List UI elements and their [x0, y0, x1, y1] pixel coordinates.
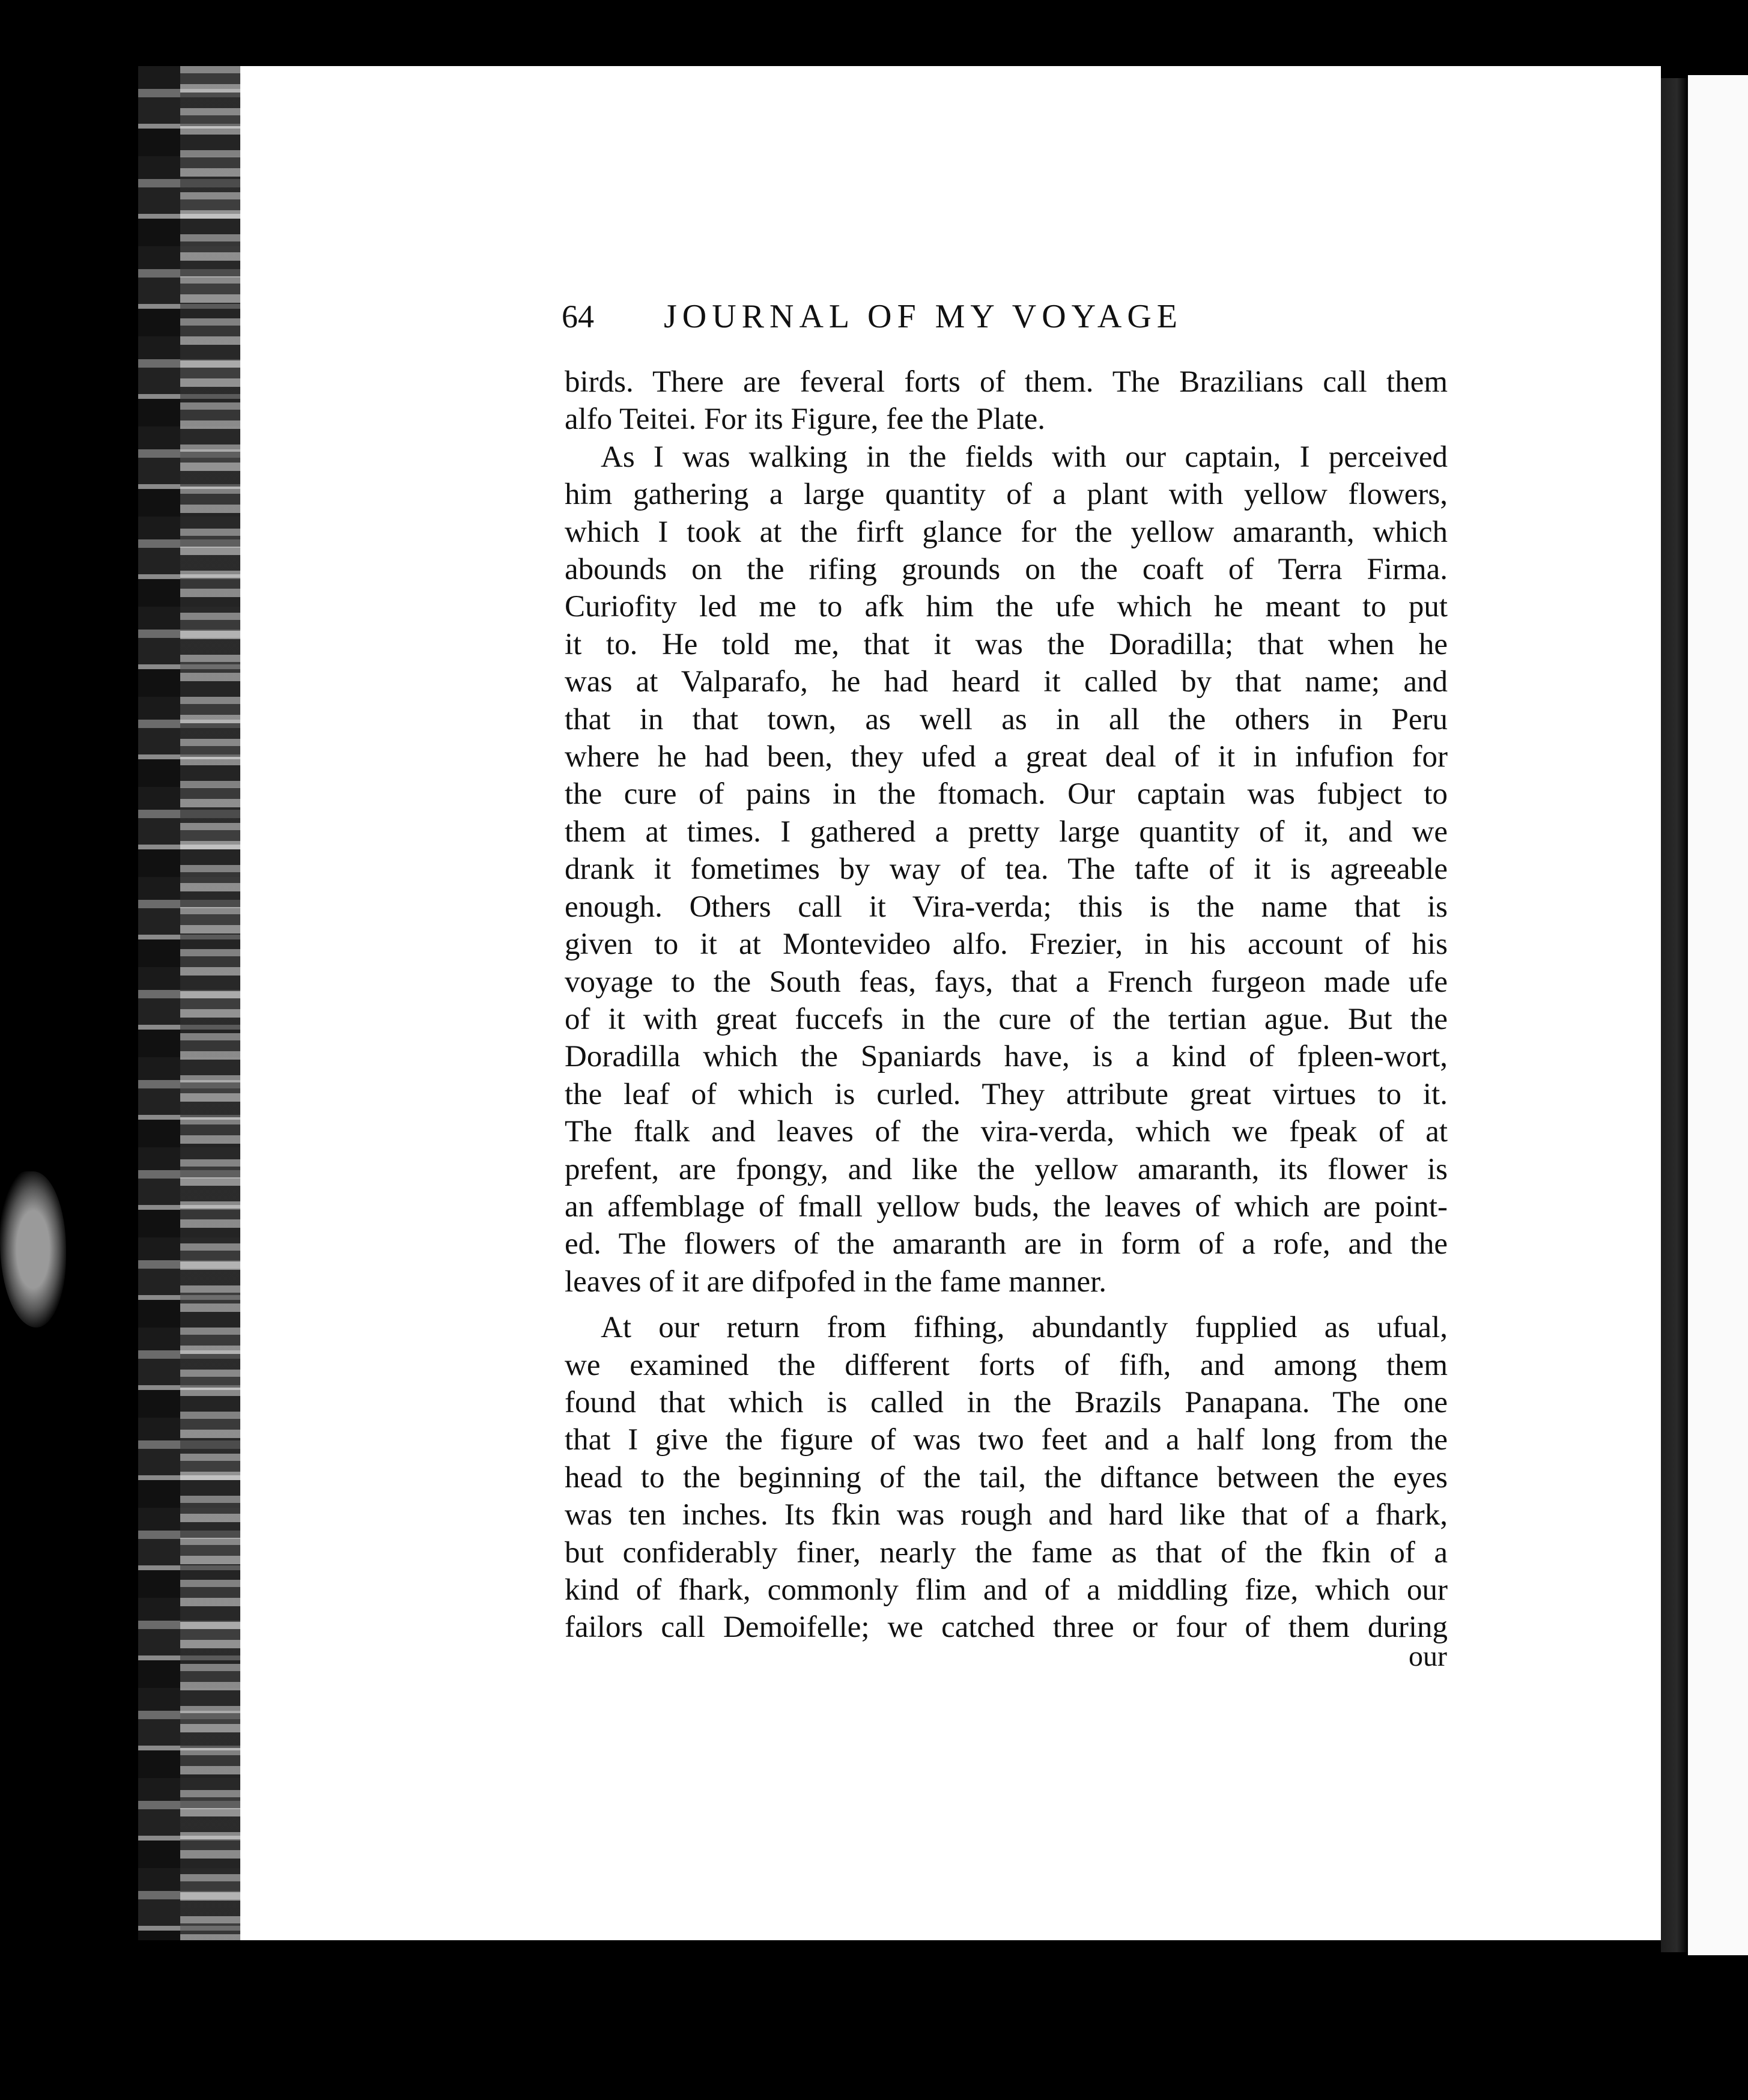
- text-line: the cure of pains in the ftomach. Our captain was fubject to: [565, 777, 1448, 812]
- catchword: our: [1409, 1640, 1447, 1672]
- page-number: 64: [562, 299, 594, 335]
- text-line: given to it at Montevideo alfo. Frezier, in his account of his: [565, 927, 1448, 962]
- text-line: The ftalk and leaves of the vira-verda, which we fpeak of at: [565, 1115, 1448, 1149]
- text-line: drank it fometimes by way of tea. The tafte of it is agreeable: [565, 852, 1448, 887]
- page-edge-shadow: [1661, 78, 1688, 1952]
- text-line: was ten inches. Its fkin was rough and hard like that of a fhark,: [565, 1498, 1448, 1532]
- text-line: was at Valparafo, he had heard it called by that name; and: [565, 665, 1448, 699]
- text-line: alfo Teitei. For its Figure, fee the Plate.: [565, 402, 1045, 437]
- text-line: him gathering a large quantity of a plant with yellow flowers,: [565, 478, 1448, 512]
- text-line: it to. He told me, that it was the Doradilla; that when he: [565, 627, 1448, 661]
- text-line: but confiderably finer, nearly the fame as that of the fkin of a: [565, 1535, 1448, 1570]
- page-header: [562, 297, 1306, 339]
- text-line: that I give the figure of was two feet and a half long from the: [565, 1423, 1448, 1457]
- text-line: that in that town, as well as in all the others in Peru: [565, 702, 1448, 736]
- running-title: JOURNAL OF MY VOYAGE: [664, 298, 1183, 335]
- text-line: enough. Others call it Vira-verda; this is the name that is: [565, 890, 1448, 924]
- text-line: the leaf of which is curled. They attribute great virtues to it.: [565, 1077, 1448, 1111]
- text-line: of it with great fuccefs in the cure of the tertian ague. But the: [565, 1002, 1448, 1036]
- text-line: Curiofity led me to afk him the ufe which he meant to put: [565, 590, 1448, 624]
- text-line: abounds on the rifing grounds on the coaft of Terra Firma.: [565, 553, 1448, 587]
- text-line: failors call Demoifelle; we catched three or four of them during: [565, 1610, 1448, 1645]
- text-line: them at times. I gathered a pretty large quantity of it, and we: [565, 815, 1448, 849]
- adjacent-page-edge: [1688, 75, 1748, 1955]
- text-line: kind of fhark, commonly flim and of a middling fize, which our: [565, 1573, 1448, 1607]
- body-text: [565, 363, 1448, 1646]
- text-line: which I took at the firft glance for the yellow amaranth, which: [565, 515, 1448, 549]
- text-line: ed. The flowers of the amaranth are in form of a rofe, and the: [565, 1227, 1448, 1261]
- text-line: At our return from fifhing, abundantly fupplied as ufual,: [601, 1311, 1448, 1345]
- text-line: As I was walking in the fields with our captain, I perceived: [601, 440, 1448, 474]
- text-line: prefent, are fpongy, and like the yellow amaranth, its flower is: [565, 1152, 1448, 1186]
- text-line: we examined the different forts of fifh, and among them: [565, 1348, 1448, 1382]
- scan-stain: [0, 1171, 66, 1328]
- text-line: head to the beginning of the tail, the diftance between the eyes: [565, 1460, 1448, 1495]
- text-line: found that which is called in the Brazils Panapana. The one: [565, 1385, 1448, 1419]
- gutter-shadow: [180, 66, 246, 1940]
- text-line: an affemblage of fmall yellow buds, the leaves of which are point-: [565, 1189, 1448, 1224]
- text-line: birds. There are feveral forts of them. The Brazilians call them: [565, 365, 1448, 399]
- text-line: Doradilla which the Spaniards have, is a kind of fpleen-wort,: [565, 1040, 1448, 1074]
- text-line: voyage to the South feas, fays, that a French furgeon made ufe: [565, 965, 1448, 999]
- text-line: leaves of it are difpofed in the fame manner.: [565, 1264, 1107, 1299]
- text-line: where he had been, they ufed a great deal of it in infufion for: [565, 740, 1448, 774]
